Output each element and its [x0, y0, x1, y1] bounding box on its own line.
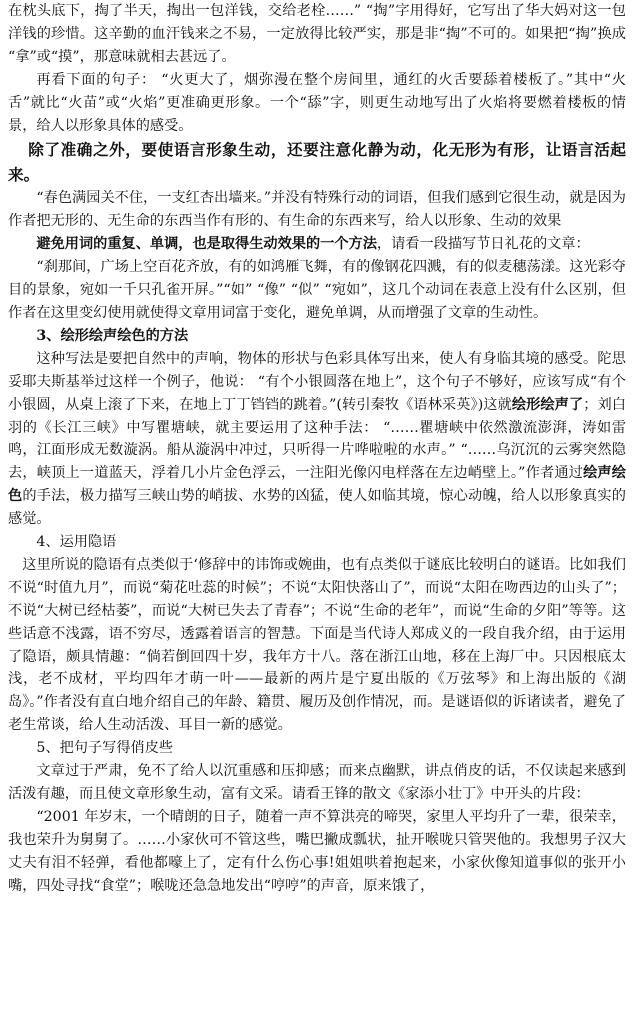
paragraph-5	[8, 233, 626, 256]
paragraph-4: “春色满园关不住，一支红杏出墙来。”并没有特殊行动的词语，但我们感到它很生动，就是因为作者把无形的、无生命的东西当作有形的、有生命的东西来写，给人以形象、生动的效果	[8, 190, 626, 230]
paragraph-7	[8, 348, 626, 531]
paragraph-7-bold-1: 绘形绘声了	[511, 396, 584, 413]
paragraph-5-bold: 避免用词的重复、单调，也是取得生动效果的一个方法	[36, 236, 377, 253]
section-3-heading: 3、绘形绘声绘色的方法	[36, 327, 189, 344]
paragraph-1: 在枕头底下，掏了半天，掏出一包洋钱，交给老栓……” “掏”字用得好，它写出了华大妈对这一包洋钱的珍惜。这辛勤的血汗钱来之不易，一定放得比较严实，那是非“掏”不可的。如果把“掏”换成 “拿”或“摸”，那意味就相去甚远了。	[8, 3, 626, 65]
paragraph-9: 文章过于严肃，免不了给人以沉重感和压抑感；而来点幽默，讲点俏皮的话，不仅读起来感到活泼有趣，而且使文章形象生动，富有文采。请看王锋的散文《家添小壮丁》中开头的片段：	[8, 763, 626, 802]
paragraph-7-a: 这种写法是要把自然中的声响，物体的形状与色彩具体写出来，使人有身临其境的感受。陀思妥耶夫斯基举过这样一个例子，他说： “有个小银圆落在地上”，这个句子不够好，应该写成“有个小银圆，从桌上滚了下来，在地上丁丁铛铛的跳着。”(转引秦牧《语林采英》)这就	[8, 350, 626, 413]
paragraph-7-d: 的手法，极力描写三峡山势的峭拔、水势的凶猛，使人如临其境，惊心动魄，给人以形象真实的感觉。	[8, 488, 626, 528]
section-4-heading: 4、运用隐语	[36, 534, 117, 551]
paragraph-8: 这里所说的隐语有点类似于‘修辞中的讳饰或婉曲，也有点类似于谜底比较明白的谜语。比如我们不说“时值九月”，而说“菊花吐蕊的时候”；不说“太阳快落山了”，而说“太阳在吻西边的山头了”；不说“大树已经枯萎”，而说“大树已失去了青春”；不说“生命的老年”，而说“生命的夕阳”等等。这些话意不浅露，语不穷尽，透露着语言的智慧。下面是当代诗人郑成义的一段自我介绍，由于运用了隐语，颇具情趣：“倘若倒回四十岁，我年方十八。落在浙江山地，移在上海厂中。只因根底太浅，老不成材，平均四年才萌一叶——最新的两片是宁夏出版的《万弦琴》和上海出版的《湖岛》。”作者没有直白地介绍自己的年龄、籍贯、履历及创作情况，而。是谜语似的诉诸读者，避免了老生常谈，给人生动活泼、耳目一新的感觉。	[8, 556, 626, 734]
section-5-heading: 5、把句子写得俏皮些	[36, 740, 174, 757]
paragraph-7-bold-2: 绘声绘色	[8, 465, 626, 505]
paragraph-7-c: ；刘白羽的《长江三峡》中写瞿塘峡，就主要运用了这种手法： “……瞿塘峡中依然激流澎湃，涛如雷鸣，江面形成无数漩涡。船从漩涡中冲过，只听得一片哗啦啦的水声。” “……乌沉沉的云雾突然隐去，峡顶上一道蓝天，浮着几小片金色浮云，一注阳光像闪电样落在左边峭壁上。”作者通过	[8, 396, 626, 482]
paragraph-6: “刹那间，广场上空百花齐放，有的如鸿雁飞舞，有的像钢花四溅，有的似麦穗荡漾。这光彩夺目的景象，宛如一千只孔雀开屏。”“如” “像” “似” “宛如”，这几个动词在表意上没有什么区别，但作者在这里变幻使用就使得文章用词富于变化，避免单调，从而增强了文章的生动性。	[8, 259, 626, 321]
paragraph-5-rest: ，请看一段描写节日礼花的文章：	[376, 236, 590, 253]
bold-heading: 除了准确之外，要使语言形象生动，还要注意化静为动，化无形为有形，让语言活起来。	[8, 140, 626, 185]
paragraph-10: “2001 年岁末，一个晴朗的日子，随着一声不算洪亮的啼哭，家里人平均升了一辈，很荣幸，我也荣升为舅舅了。……小家伙可不管这些，嘴巴撇成瓢状，扯开喉咙只管哭他的。我想男子汉大丈夫有泪不轻弹，看他都嚎上了，定有什么伤心事!姐姐哄着抱起来，小家伙像知道事似的张开小嘴，四处寻找“食堂”；喉咙还急急地发出“哼哼”的声音，原来饿了，	[8, 808, 626, 894]
paragraph-2: 再看下面的句子： “火更大了，烟弥漫在整个房间里，通红的火舌要舔着楼板了。”其中“火舌”就比“火苗”或“火焰”更准确更形象。一个“舔”字，则更生动地写出了火焰将要燃着楼板的情景，给人以形象具体的感受。	[8, 71, 626, 134]
